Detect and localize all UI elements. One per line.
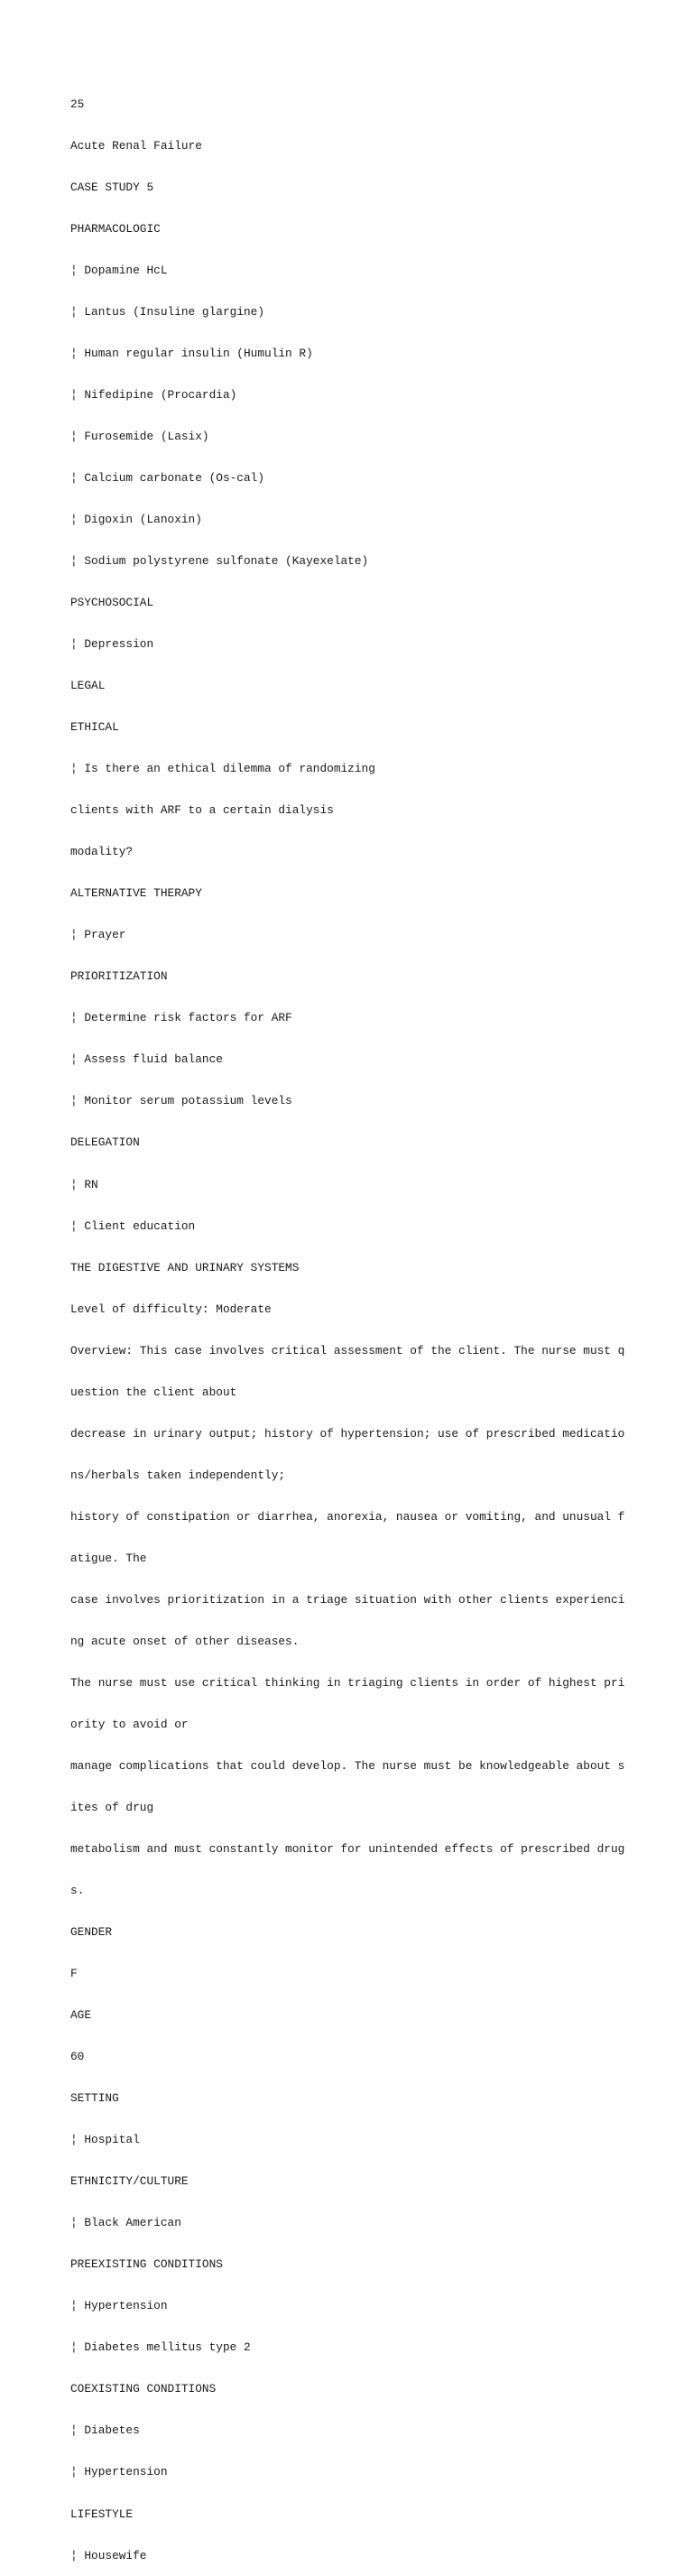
overview-text: manage complications that could develop. The nurse must be knowledgeable about s [70,1758,625,1773]
overview-text: ority to avoid or [70,1717,189,1731]
section-heading-systems: THE DIGESTIVE AND URINARY SYSTEMS [70,1260,300,1274]
overview-text: The nurse must use critical thinking in triaging clients in order of highest pri [70,1675,625,1690]
section-heading-ethnicity: ETHNICITY/CULTURE [70,2174,189,2189]
page-number: 25 [70,97,85,111]
list-item: ¦ Black American [70,2216,181,2230]
section-heading-gender: GENDER [70,1925,113,1940]
section-heading-alternative-therapy: ALTERNATIVE THERAPY [70,886,202,901]
section-heading-delegation: DELEGATION [70,1135,140,1150]
list-item: ¦ Assess fluid balance [70,1052,223,1067]
list-item: ¦ Dopamine HcL [70,263,168,277]
section-heading-preexisting: PREEXISTING CONDITIONS [70,2257,223,2272]
list-item: ¦ RN [70,1177,98,1191]
list-item: ¦ Furosemide (Lasix) [70,429,209,443]
list-item: ¦ Human regular insulin (Humulin R) [70,346,313,360]
list-item: ¦ Sodium polystyrene sulfonate (Kayexelate) [70,554,369,569]
section-heading-ethical: ETHICAL [70,720,119,735]
list-item: ¦ Nifedipine (Procardia) [70,387,237,402]
section-heading-age: AGE [70,2008,92,2023]
section-heading-lifestyle: LIFESTYLE [70,2507,134,2521]
case-study-label: CASE STUDY 5 [70,180,154,194]
overview-text: s. [70,1884,85,1898]
age-value: 60 [70,2050,85,2064]
overview-text: ns/herbals taken independently; [70,1468,286,1482]
section-heading-psychosocial: PSYCHOSOCIAL [70,596,154,610]
document-title: Acute Renal Failure [70,138,202,153]
list-item: ¦ Digoxin (Lanoxin) [70,513,202,526]
list-item: ¦ Monitor serum potassium levels [70,1094,292,1108]
gender-value: F [70,1967,78,1981]
list-item: ¦ Hypertension [70,2465,168,2479]
list-item: ¦ Diabetes [70,2423,140,2438]
list-item: ¦ Prayer [70,928,126,942]
list-item: ¦ Lantus (Insuline glargine) [70,304,265,319]
text-line: clients with ARF to a certain dialysis [70,803,334,818]
list-item: ¦ Is there an ethical dilemma of randomizing [70,762,375,776]
section-heading-coexisting: COEXISTING CONDITIONS [70,2382,217,2396]
overview-text: case involves prioritization in a triage situation with other clients experienci [70,1592,625,1607]
list-item: ¦ Calcium carbonate (Os-cal) [70,470,265,485]
list-item: ¦ Determine risk factors for ARF [70,1011,292,1025]
list-item: ¦ Housewife [70,2548,147,2562]
list-item: ¦ Diabetes mellitus type 2 [70,2340,251,2355]
document-page [70,69,630,2576]
list-item: ¦ Hypertension [70,2299,168,2313]
overview-text: uestion the client about [70,1385,237,1399]
overview-text: history of constipation or diarrhea, anorexia, nausea or vomiting, and unusual f [70,1509,625,1524]
list-item: ¦ Hospital [70,2133,140,2147]
section-heading-prioritization: PRIORITIZATION [70,969,168,984]
section-heading-pharmacologic: PHARMACOLOGIC [70,221,161,236]
overview-text: ites of drug [70,1800,154,1814]
list-item: ¦ Client education [70,1219,196,1233]
list-item: ¦ Depression [70,637,154,652]
overview-text: Overview: This case involves critical assessment of the client. The nurse must q [70,1343,625,1357]
text-line: modality? [70,845,134,859]
section-heading-setting: SETTING [70,2091,119,2106]
overview-text: ng acute onset of other diseases. [70,1634,300,1648]
overview-text: atigue. The [70,1551,147,1565]
difficulty-level: Level of difficulty: Moderate [70,1302,272,1316]
overview-text: decrease in urinary output; history of hypertension; use of prescribed medicatio [70,1426,625,1441]
section-heading-legal: LEGAL [70,679,106,693]
overview-text: metabolism and must constantly monitor for unintended effects of prescribed drug [70,1842,625,1856]
